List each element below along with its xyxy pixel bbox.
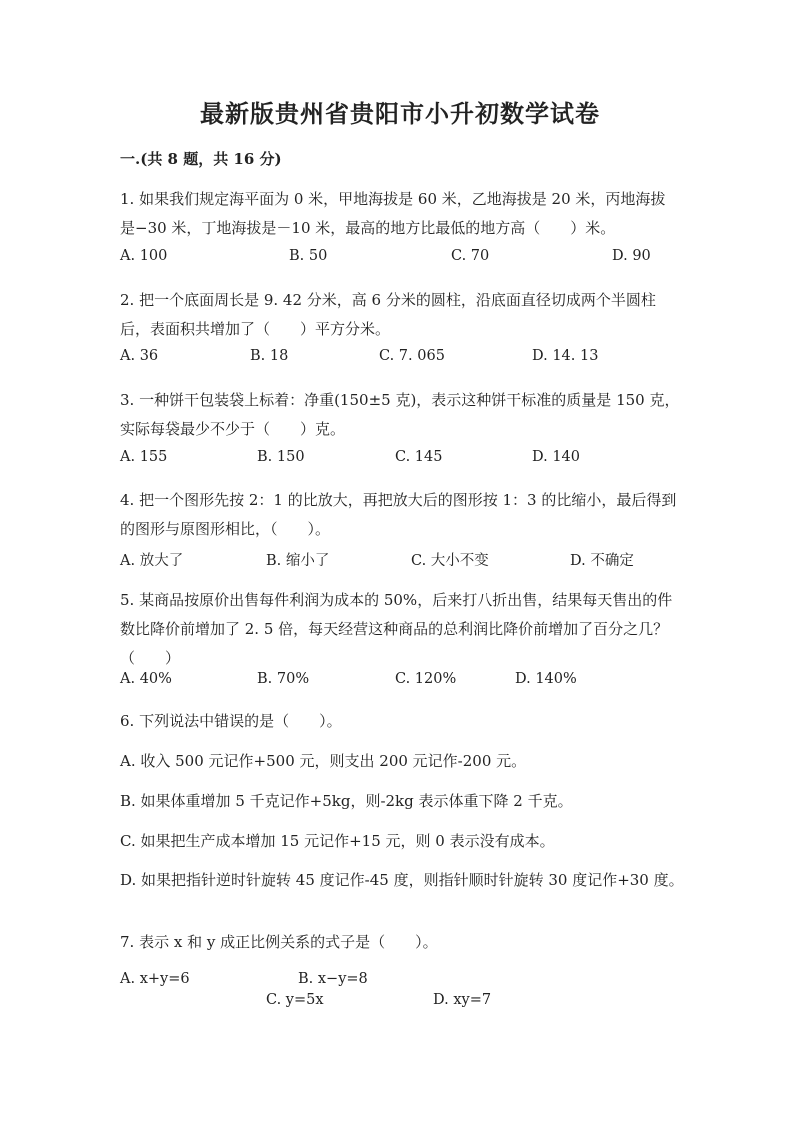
question-6-option-d[interactable]: D. 如果把指针逆时针旋转 45 度记作-45 度，则指针顺时针旋转 30 度记作+30 度。 [120,871,684,889]
question-1-option-c[interactable]: C. 70 [451,248,490,264]
question-3-stem: 3. 一种饼干包装袋上标着：净重(150±5 克)，表示这种饼干标准的质量是 150 克，实际每袋最少不少于（ ）克。 [120,391,680,438]
question-4-option-c[interactable]: C. 大小不变 [411,553,489,569]
question-4-option-d[interactable]: D. 不确定 [570,553,634,569]
question-5-option-b[interactable]: B. 70% [257,671,310,687]
question-2-stem: 2. 把一个底面周长是 9. 42 分米，高 6 分米的圆柱，沿底面直径切成两个半圆柱后，表面积共增加了（ ）平方分米。 [120,291,656,338]
page-title: 最新版贵州省贵阳市小升初数学试卷 [200,99,600,128]
question-7-option-c[interactable]: C. y=5x [266,992,324,1008]
question-2-options [120,348,720,370]
question-3-options [120,449,720,471]
question-5-option-c[interactable]: C. 120% [395,671,457,687]
question-1-option-b[interactable]: B. 50 [289,248,328,264]
question-6-option-a[interactable]: A. 收入 500 元记作+500 元，则支出 200 元记作-200 元。 [120,752,527,770]
question-6-option-b[interactable]: B. 如果体重增加 5 千克记作+5kg，则-2kg 表示体重下降 2 千克。 [120,792,573,810]
question-1-option-a[interactable]: A. 100 [120,248,168,264]
question-3-option-c[interactable]: C. 145 [395,449,443,465]
question-7-option-d[interactable]: D. xy=7 [433,992,492,1008]
question-4-option-b[interactable]: B. 缩小了 [266,553,330,569]
question-5-option-d[interactable]: D. 140% [515,671,577,687]
question-3-option-d[interactable]: D. 140 [532,449,581,465]
question-6-stem: 6. 下列说法中错误的是（ ）。 [120,712,342,730]
question-3-option-a[interactable]: A. 155 [120,449,168,465]
question-1-stem: 1. 如果我们规定海平面为 0 米，甲地海拔是 60 米，乙地海拔是 20 米，丙地海拔是−30 米，丁地海拔是－10 米，最高的地方比最低的地方高（ ）米。 [120,190,666,237]
question-1-option-d[interactable]: D. 90 [612,248,651,264]
question-2-option-a[interactable]: A. 36 [120,348,159,364]
question-3-option-b[interactable]: B. 150 [257,449,305,465]
section-header: 一.(共 8 题，共 16 分) [120,150,282,168]
question-1-options [120,248,720,270]
question-7-option-b[interactable]: B. x−y=8 [298,971,368,987]
question-5-stem: 5. 某商品按原价出售每件利润为成本的 50%，后来打八折出售，结果每天售出的件数比降价前增加了 2. 5 倍，每天经营这种商品的总利润比降价前增加了百分之几？（ ） [120,591,673,667]
question-5-option-a[interactable]: A. 40% [120,671,172,687]
question-2-option-b[interactable]: B. 18 [250,348,289,364]
question-7-option-a[interactable]: A. x+y=6 [120,971,190,987]
question-5-options [120,671,720,693]
question-7-stem: 7. 表示 x 和 y 成正比例关系的式子是（ ）。 [120,933,438,951]
question-7-options [120,971,720,1011]
question-6-option-c[interactable]: C. 如果把生产成本增加 15 元记作+15 元，则 0 表示没有成本。 [120,832,555,850]
question-2-option-d[interactable]: D. 14. 13 [532,348,599,364]
question-4-stem: 4. 把一个图形先按 2：1 的比放大，再把放大后的图形按 1：3 的比缩小，最后得到的图形与原图形相比，（ ）。 [120,491,677,538]
question-2-option-c[interactable]: C. 7. 065 [379,348,445,364]
question-4-options [120,549,720,571]
question-4-option-a[interactable]: A. 放大了 [120,553,184,569]
